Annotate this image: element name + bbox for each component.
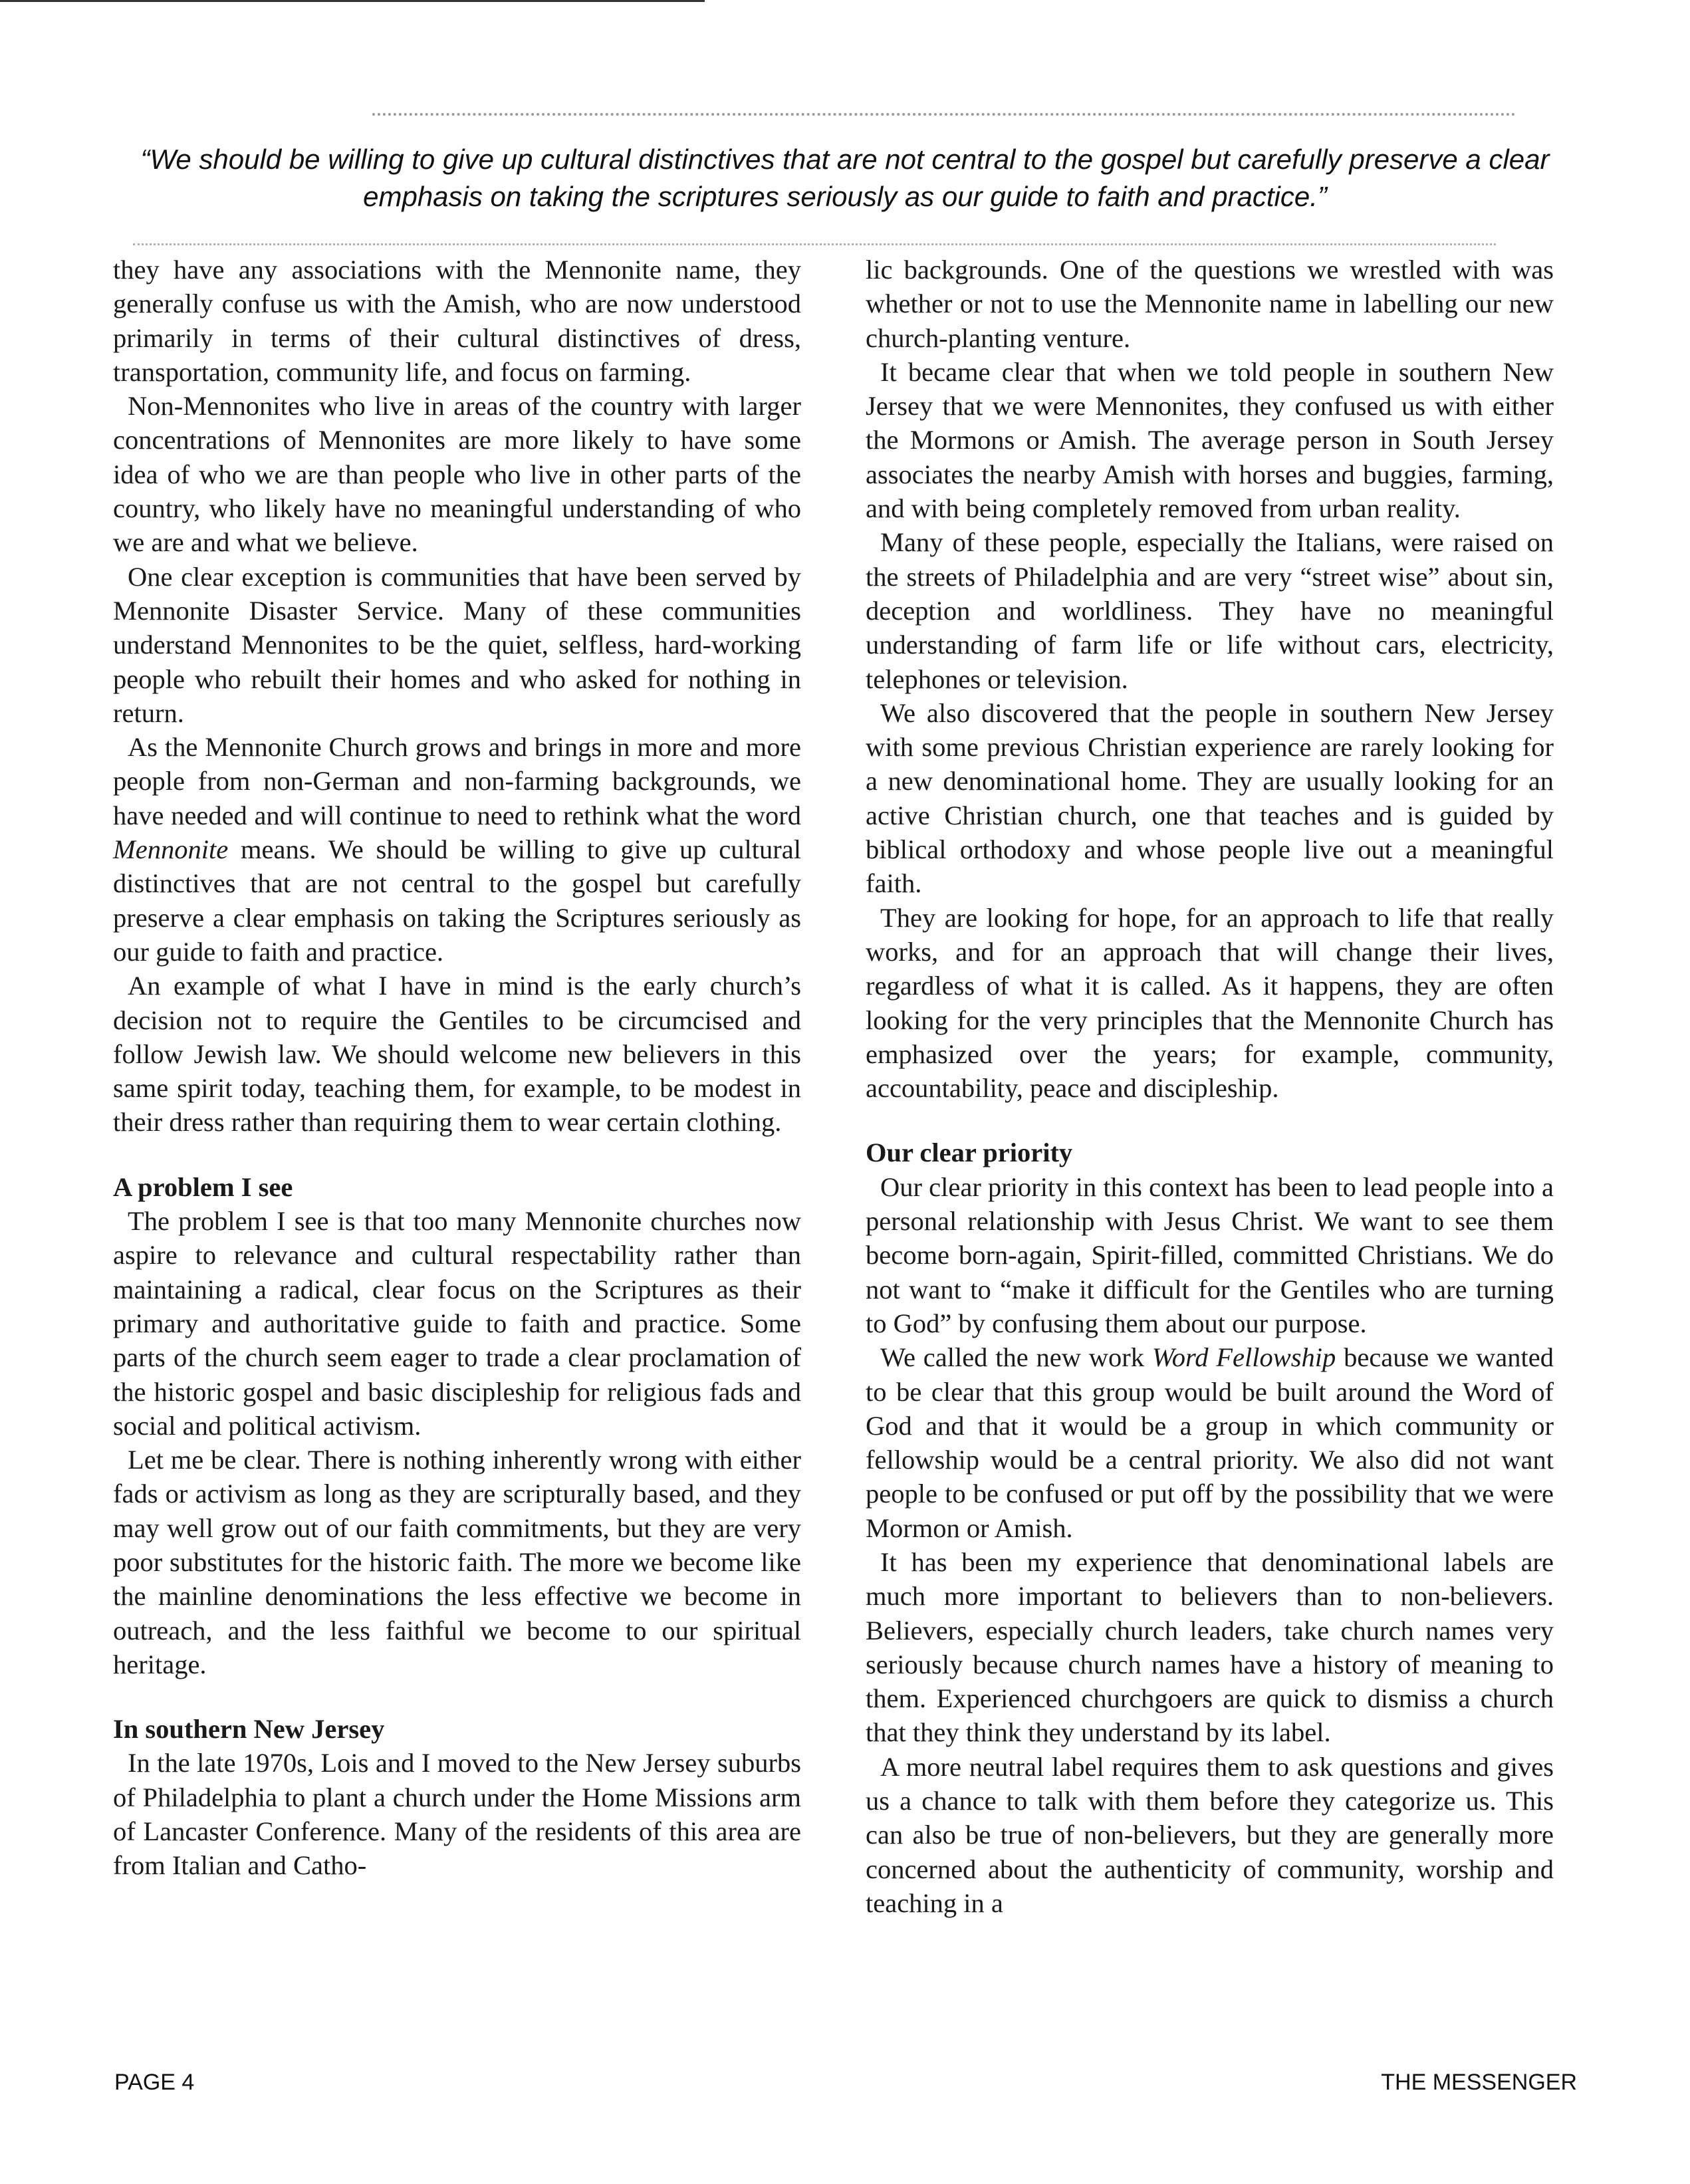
paragraph: In the late 1970s, Lois and I moved to the New Jersey suburbs of Philadelphia to plant a church under the Home Missions arm of Lancaster Conference. Many of the residents of this area are from Italian and Catho-: [113, 1748, 801, 1881]
paragraph: A more neutral label requires them to ask questions and gives us a chance to talk with them before they categorize us. This can also be true of non-believers, but they are generally more concerned about the authenticity of community, worship and teaching in a: [866, 1751, 1554, 1918]
page-number: PAGE 4: [114, 2070, 195, 2095]
dotted-rule-bottom: [133, 243, 1496, 245]
text-run: We called the new work: [880, 1342, 1152, 1373]
paragraph: They are looking for hope, for an approach to life that really works, and for an approach that will change their lives, regardless of what it is called. As it happens, they are often looking for the very principles that the Mennonite Church has emphasized over the years; for example, community, accountability, peace and discipleship.: [866, 902, 1554, 1104]
top-rule: [0, 0, 705, 2]
text-run: because we wanted to be clear that this group would be built around the Word of God and that it would be a group in which community or fellowship would be a central priority. We also did not want people to be confused or put off by the possibility that we were Mormon or Amish.: [866, 1342, 1554, 1543]
paragraph: lic backgrounds. One of the questions we wrestled with was whether or not to use the Mennonite name in labelling our new church-planting venture.: [866, 255, 1554, 353]
text-run: means. We should be willing to give up cultural distinctives that are not central to the gospel but carefully preserve a clear emphasis on taking the Scriptures seriously as our guide to faith and practice.: [113, 834, 801, 967]
italic-title: Word Fellowship: [1151, 1342, 1336, 1373]
paragraph: they have any associations with the Mennonite name, they generally confuse us with the Amish, who are now understood primarily in terms of their cultural distinctives of dress, transportation, community life, and focus on farming.: [113, 255, 801, 387]
paragraph: It has been my experience that denominational labels are much more important to believers than to non-believers. Believers, especially church leaders, take church names very seriously because church names have a history of meaning to them. Experienced churchgoers are quick to dismiss a church that they think they understand by its label.: [866, 1546, 1554, 1748]
paragraph: Many of these people, especially the Italians, were raised on the streets of Philadelphia and are very “street wise” about sin, deception and worldliness. They have no meaningful understanding of farm life or life without cars, electricity, telephones or television.: [866, 527, 1554, 694]
italic-term: Mennonite: [113, 834, 229, 865]
paragraph: Non-Mennonites who live in areas of the country with larger concentrations of Mennonites are more likely to have some idea of who we are than people who live in other parts of the country, who likely have no meaningful understanding of who we are and what we believe.: [113, 391, 801, 558]
text-run: As the Mennonite Church grows and brings in more and more people from non-German and non-farming backgrounds, we have needed and will continue to need to rethink what the word: [113, 732, 801, 830]
left-column: [113, 253, 801, 1883]
paragraph: The problem I see is that too many Mennonite churches now aspire to relevance and cultural respectability rather than maintaining a radical, clear focus on the Scriptures as their primary and authoritative guide to faith and practice. Some parts of the church seem eager to trade a clear proclamation of the historic gospel and basic discipleship for religious fads and social and political activism.: [113, 1206, 801, 1441]
paragraph: [866, 1340, 1554, 1545]
publication-name: THE MESSENGER: [1381, 2070, 1577, 2095]
paragraph: We also discovered that the people in southern New Jersey with some previous Christian experience are rarely looking for a new denominational home. They are usually looking for an active Christian church, one that teaches and is guided by biblical orthodoxy and whose people live out a meaningful faith.: [866, 697, 1554, 899]
paragraph: An example of what I have in mind is the early church’s decision not to require the Gentiles to be circumcised and follow Jewish law. We should welcome new believers in this same spirit today, teaching them, for example, to be modest in their dress rather than requiring them to wear certain clothing.: [113, 971, 801, 1138]
right-column: [866, 253, 1554, 1920]
section-heading: In southern New Jersey: [113, 1714, 385, 1745]
dotted-rule-top: [372, 113, 1516, 116]
paragraph: Let me be clear. There is nothing inherently wrong with either fads or activism as long as they are scripturally based, and they may well grow out of our faith commitments, but they are very poor substitutes for the historic faith. The more we become like the mainline denominations the less effective we become in outreach, and the less faithful we become to our spiritual heritage.: [113, 1445, 801, 1679]
paragraph: It became clear that when we told people in southern New Jersey that we were Mennonites, they confused us with either the Mormons or Amish. The average person in South Jersey associates the nearby Amish with horses and buggies, farming, and with being completely removed from urban reality.: [866, 356, 1554, 524]
pull-quote: “We should be willing to give up cultural distinctives that are not central to the gospel but carefully preserve a clear emphasis on taking the scriptures seriously as our guide to faith and practice.”: [140, 144, 1550, 212]
section-heading: A problem I see: [113, 1171, 293, 1202]
paragraph: One clear exception is communities that have been served by Mennonite Disaster Service. Many of these communities understand Mennonites to be the quiet, selfless, hard-working people who rebuilt their homes and who asked for nothing in return.: [113, 561, 801, 728]
section-heading: Our clear priority: [866, 1138, 1073, 1168]
paragraph: [113, 730, 801, 969]
paragraph: Our clear priority in this context has been to lead people into a personal relationship with Jesus Christ. We want to see them become born-again, Spirit-filled, committed Christians. We do not want to “make it difficult for the Gentiles who are turning to God” by confusing them about our purpose.: [866, 1171, 1554, 1338]
